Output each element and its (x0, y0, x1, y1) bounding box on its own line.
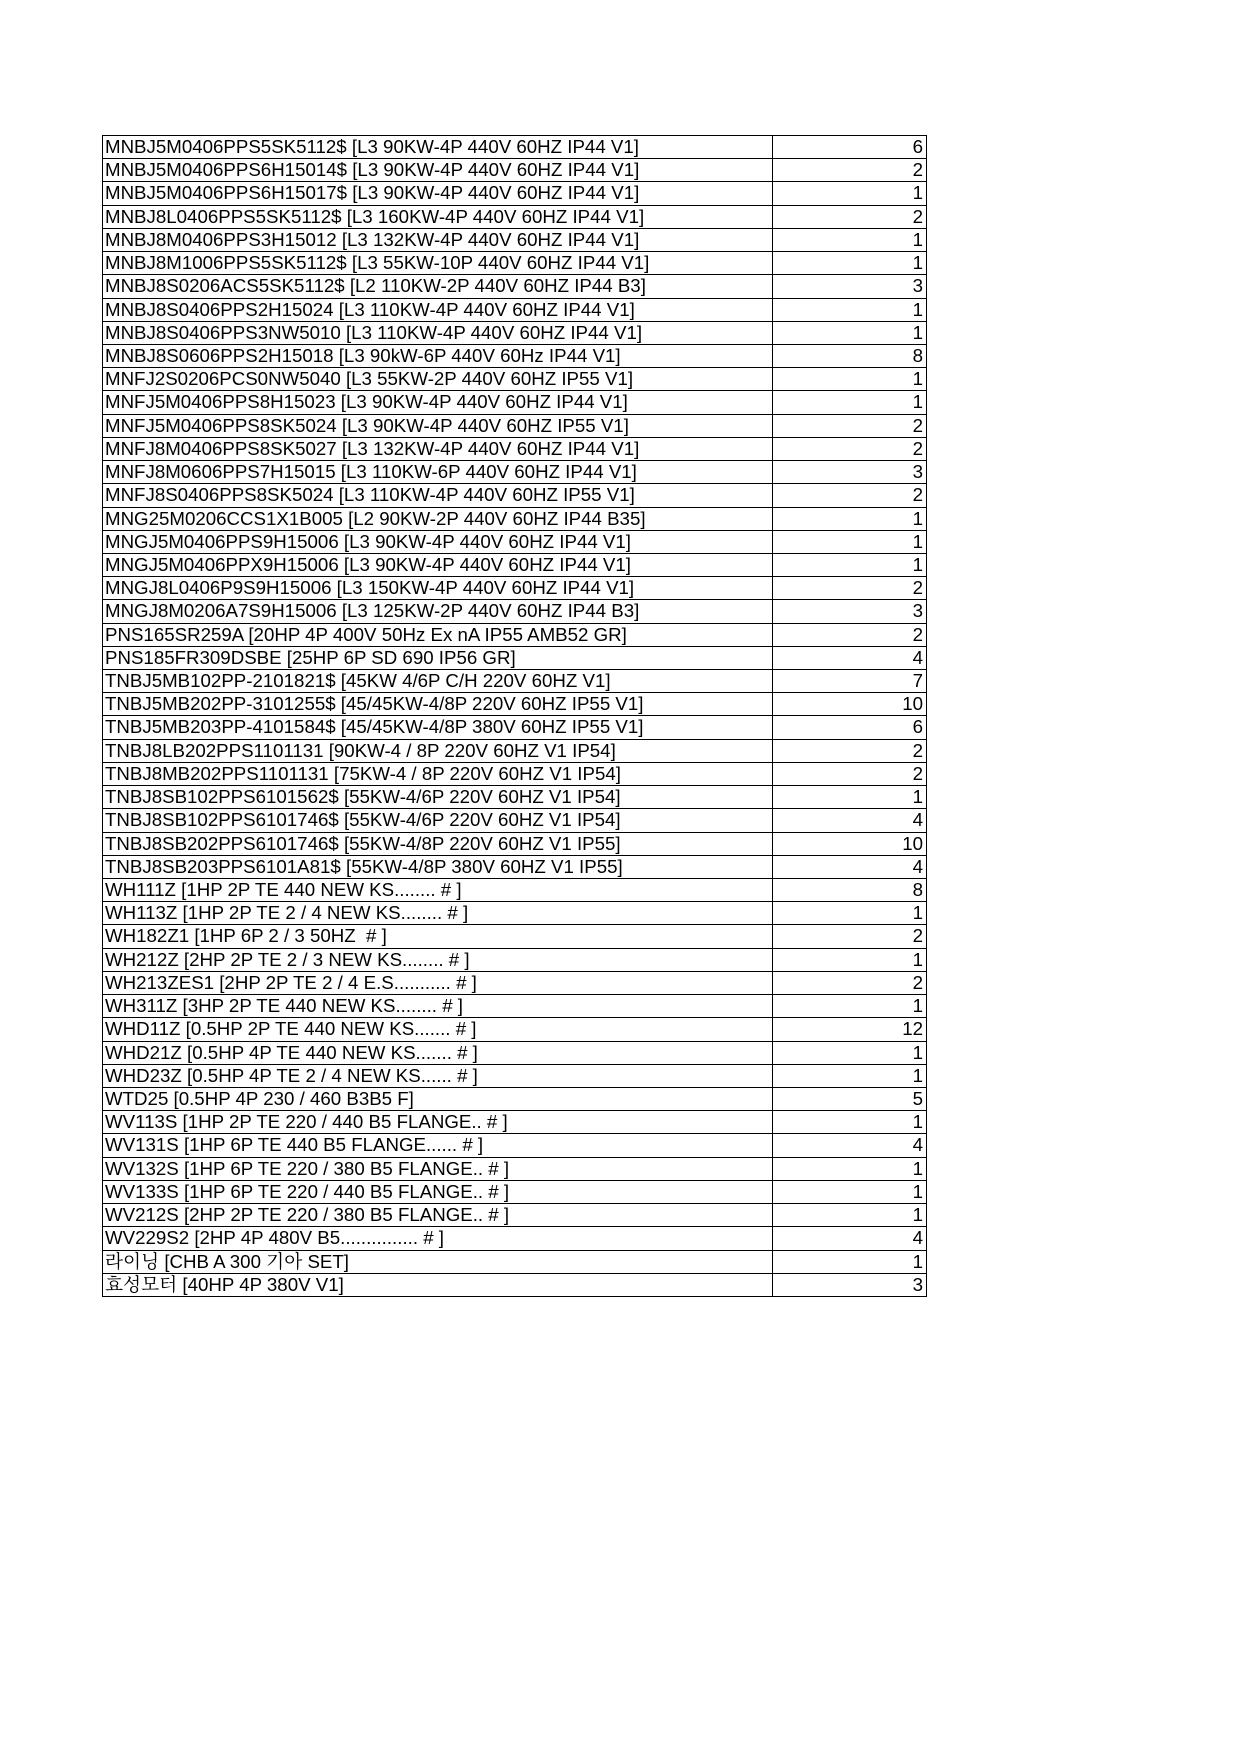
item-description-cell: TNBJ5MB203PP-4101584$ [45/45KW-4/8P 380V 60HZ IP55 V1] (103, 716, 773, 739)
table-row (103, 391, 927, 414)
quantity-cell: 8 (773, 879, 927, 902)
quantity-cell: 3 (773, 461, 927, 484)
table-row (103, 299, 927, 322)
item-description-cell: MNFJ8M0406PPS8SK5027 [L3 132KW-4P 440V 60HZ IP44 V1] (103, 438, 773, 461)
quantity-cell: 1 (773, 531, 927, 554)
table-row (103, 577, 927, 600)
quantity-cell: 4 (773, 1134, 927, 1157)
item-description-cell: TNBJ8SB102PPS6101746$ [55KW-4/6P 220V 60HZ V1 IP54] (103, 809, 773, 832)
quantity-cell: 2 (773, 763, 927, 786)
table-row (103, 716, 927, 739)
quantity-cell: 1 (773, 786, 927, 809)
quantity-cell: 2 (773, 438, 927, 461)
item-description-cell: MNBJ8S0406PPS3NW5010 [L3 110KW-4P 440V 60HZ IP44 V1] (103, 322, 773, 345)
quantity-cell: 1 (773, 1158, 927, 1181)
quantity-cell: 1 (773, 299, 927, 322)
item-description-cell: TNBJ5MB102PP-2101821$ [45KW 4/6P C/H 220V 60HZ V1] (103, 670, 773, 693)
item-description-cell: MNBJ8M0406PPS3H15012 [L3 132KW-4P 440V 60HZ IP44 V1] (103, 229, 773, 252)
item-description-cell: TNBJ8LB202PPS1101131 [90KW-4 / 8P 220V 60HZ V1 IP54] (103, 740, 773, 763)
quantity-cell: 4 (773, 856, 927, 879)
quantity-cell: 1 (773, 949, 927, 972)
quantity-cell: 8 (773, 345, 927, 368)
quantity-cell: 2 (773, 972, 927, 995)
table-row (103, 1227, 927, 1250)
table-row (103, 1274, 927, 1297)
quantity-cell: 2 (773, 415, 927, 438)
item-description-cell: WH111Z [1HP 2P TE 440 NEW KS........ # ] (103, 879, 773, 902)
item-description-cell: WHD23Z [0.5HP 4P TE 2 / 4 NEW KS...... # ] (103, 1065, 773, 1088)
item-description-cell: MNGJ8L0406P9S9H15006 [L3 150KW-4P 440V 60HZ IP44 V1] (103, 577, 773, 600)
table-row (103, 902, 927, 925)
item-description-cell: MNGJ5M0406PPS9H15006 [L3 90KW-4P 440V 60HZ IP44 V1] (103, 531, 773, 554)
item-description-cell: MNBJ8S0606PPS2H15018 [L3 90kW-6P 440V 60Hz IP44 V1] (103, 345, 773, 368)
quantity-cell: 6 (773, 136, 927, 159)
table-row (103, 136, 927, 159)
quantity-cell: 7 (773, 670, 927, 693)
table-row (103, 1204, 927, 1227)
quantity-cell: 4 (773, 647, 927, 670)
quantity-cell: 2 (773, 925, 927, 948)
item-description-cell: WH113Z [1HP 2P TE 2 / 4 NEW KS........ # ] (103, 902, 773, 925)
item-description-cell: MNGJ5M0406PPX9H15006 [L3 90KW-4P 440V 60HZ IP44 V1] (103, 554, 773, 577)
table-row (103, 972, 927, 995)
table-row (103, 833, 927, 856)
quantity-cell: 1 (773, 252, 927, 275)
item-description-cell: MNFJ8S0406PPS8SK5024 [L3 110KW-4P 440V 60HZ IP55 V1] (103, 484, 773, 507)
quantity-cell: 1 (773, 182, 927, 205)
quantity-cell: 3 (773, 275, 927, 298)
table-row (103, 1111, 927, 1134)
table-row (103, 322, 927, 345)
quantity-cell: 6 (773, 716, 927, 739)
item-description-cell: MNBJ8M1006PPS5SK5112$ [L3 55KW-10P 440V 60HZ IP44 V1] (103, 252, 773, 275)
table-row (103, 1134, 927, 1157)
quantity-cell: 2 (773, 484, 927, 507)
quantity-cell: 1 (773, 1065, 927, 1088)
quantity-cell: 1 (773, 322, 927, 345)
table-row (103, 229, 927, 252)
item-description-cell: PNS185FR309DSBE [25HP 6P SD 690 IP56 GR] (103, 647, 773, 670)
table-row (103, 206, 927, 229)
quantity-cell: 1 (773, 391, 927, 414)
quantity-cell: 4 (773, 809, 927, 832)
table-row (103, 461, 927, 484)
quantity-cell: 1 (773, 1204, 927, 1227)
quantity-cell: 3 (773, 600, 927, 623)
item-description-cell: WH213ZES1 [2HP 2P TE 2 / 4 E.S........... # ] (103, 972, 773, 995)
table-row (103, 693, 927, 716)
parts-table (102, 135, 927, 1297)
item-description-cell: TNBJ5MB202PP-3101255$ [45/45KW-4/8P 220V 60HZ IP55 V1] (103, 693, 773, 716)
quantity-cell: 2 (773, 740, 927, 763)
item-description-cell: WV113S [1HP 2P TE 220 / 440 B5 FLANGE.. # ] (103, 1111, 773, 1134)
table-row (103, 1088, 927, 1111)
quantity-cell: 4 (773, 1227, 927, 1250)
quantity-cell: 1 (773, 1181, 927, 1204)
item-description-cell: MNBJ5M0406PPS6H15014$ [L3 90KW-4P 440V 60HZ IP44 V1] (103, 159, 773, 182)
table-row (103, 252, 927, 275)
table-row (103, 879, 927, 902)
quantity-cell: 10 (773, 833, 927, 856)
table-row (103, 531, 927, 554)
table-row (103, 1042, 927, 1065)
table-row (103, 647, 927, 670)
table-row (103, 600, 927, 623)
item-description-cell: WHD21Z [0.5HP 4P TE 440 NEW KS....... # ] (103, 1042, 773, 1065)
table-row (103, 1018, 927, 1041)
quantity-cell: 10 (773, 693, 927, 716)
item-description-cell: WV212S [2HP 2P TE 220 / 380 B5 FLANGE.. # ] (103, 1204, 773, 1227)
quantity-cell: 1 (773, 902, 927, 925)
item-description-cell: MNBJ5M0406PPS6H15017$ [L3 90KW-4P 440V 60HZ IP44 V1] (103, 182, 773, 205)
table-row (103, 1251, 927, 1274)
table-row (103, 345, 927, 368)
table-row (103, 670, 927, 693)
quantity-cell: 12 (773, 1018, 927, 1041)
item-description-cell: MNGJ8M0206A7S9H15006 [L3 125KW-2P 440V 60HZ IP44 B3] (103, 600, 773, 623)
item-description-cell: WH212Z [2HP 2P TE 2 / 3 NEW KS........ # ] (103, 949, 773, 972)
quantity-cell: 1 (773, 995, 927, 1018)
table-row (103, 484, 927, 507)
table-row (103, 809, 927, 832)
item-description-cell: WTD25 [0.5HP 4P 230 / 460 B3B5 F] (103, 1088, 773, 1111)
table-row (103, 786, 927, 809)
item-description-cell: MNFJ2S0206PCS0NW5040 [L3 55KW-2P 440V 60HZ IP55 V1] (103, 368, 773, 391)
quantity-cell: 1 (773, 1251, 927, 1274)
item-description-cell: TNBJ8SB102PPS6101562$ [55KW-4/6P 220V 60HZ V1 IP54] (103, 786, 773, 809)
table-row (103, 995, 927, 1018)
item-description-cell: 효성모터 [40HP 4P 380V V1] (103, 1274, 773, 1297)
table-row (103, 275, 927, 298)
table-row (103, 438, 927, 461)
quantity-cell: 2 (773, 577, 927, 600)
table-row (103, 554, 927, 577)
quantity-cell: 2 (773, 624, 927, 647)
item-description-cell: WV229S2 [2HP 4P 480V B5............... # ] (103, 1227, 773, 1250)
table-row (103, 1181, 927, 1204)
item-description-cell: TNBJ8SB202PPS6101746$ [55KW-4/8P 220V 60HZ V1 IP55] (103, 833, 773, 856)
table-row (103, 763, 927, 786)
table-row (103, 1158, 927, 1181)
item-description-cell: 라이닝 [CHB A 300 기아 SET] (103, 1251, 773, 1274)
item-description-cell: MNFJ5M0406PPS8SK5024 [L3 90KW-4P 440V 60HZ IP55 V1] (103, 415, 773, 438)
item-description-cell: TNBJ8SB203PPS6101A81$ [55KW-4/8P 380V 60HZ V1 IP55] (103, 856, 773, 879)
table-row (103, 368, 927, 391)
table-row (103, 740, 927, 763)
table-row (103, 624, 927, 647)
item-description-cell: MNBJ8S0406PPS2H15024 [L3 110KW-4P 440V 60HZ IP44 V1] (103, 299, 773, 322)
item-description-cell: MNG25M0206CCS1X1B005 [L2 90KW-2P 440V 60HZ IP44 B35] (103, 508, 773, 531)
quantity-cell: 1 (773, 508, 927, 531)
quantity-cell: 1 (773, 1042, 927, 1065)
quantity-cell: 3 (773, 1274, 927, 1297)
quantity-cell: 1 (773, 554, 927, 577)
item-description-cell: MNBJ8L0406PPS5SK5112$ [L3 160KW-4P 440V 60HZ IP44 V1] (103, 206, 773, 229)
item-description-cell: MNFJ8M0606PPS7H15015 [L3 110KW-6P 440V 60HZ IP44 V1] (103, 461, 773, 484)
quantity-cell: 2 (773, 159, 927, 182)
item-description-cell: MNFJ5M0406PPS8H15023 [L3 90KW-4P 440V 60HZ IP44 V1] (103, 391, 773, 414)
item-description-cell: MNBJ5M0406PPS5SK5112$ [L3 90KW-4P 440V 60HZ IP44 V1] (103, 136, 773, 159)
quantity-cell: 5 (773, 1088, 927, 1111)
item-description-cell: WHD11Z [0.5HP 2P TE 440 NEW KS....... # ] (103, 1018, 773, 1041)
table-row (103, 949, 927, 972)
table-row (103, 508, 927, 531)
item-description-cell: WV133S [1HP 6P TE 220 / 440 B5 FLANGE.. # ] (103, 1181, 773, 1204)
item-description-cell: MNBJ8S0206ACS5SK5112$ [L2 110KW-2P 440V 60HZ IP44 B3] (103, 275, 773, 298)
table-row (103, 415, 927, 438)
table-row (103, 925, 927, 948)
item-description-cell: WV132S [1HP 6P TE 220 / 380 B5 FLANGE.. # ] (103, 1158, 773, 1181)
table-row (103, 159, 927, 182)
item-description-cell: WH182Z1 [1HP 6P 2 / 3 50HZ # ] (103, 925, 773, 948)
quantity-cell: 1 (773, 229, 927, 252)
quantity-cell: 1 (773, 1111, 927, 1134)
item-description-cell: TNBJ8MB202PPS1101131 [75KW-4 / 8P 220V 60HZ V1 IP54] (103, 763, 773, 786)
table-row (103, 856, 927, 879)
item-description-cell: PNS165SR259A [20HP 4P 400V 50Hz Ex nA IP55 AMB52 GR] (103, 624, 773, 647)
table-row (103, 182, 927, 205)
table-row (103, 1065, 927, 1088)
quantity-cell: 1 (773, 368, 927, 391)
item-description-cell: WH311Z [3HP 2P TE 440 NEW KS........ # ] (103, 995, 773, 1018)
quantity-cell: 2 (773, 206, 927, 229)
item-description-cell: WV131S [1HP 6P TE 440 B5 FLANGE...... # ] (103, 1134, 773, 1157)
